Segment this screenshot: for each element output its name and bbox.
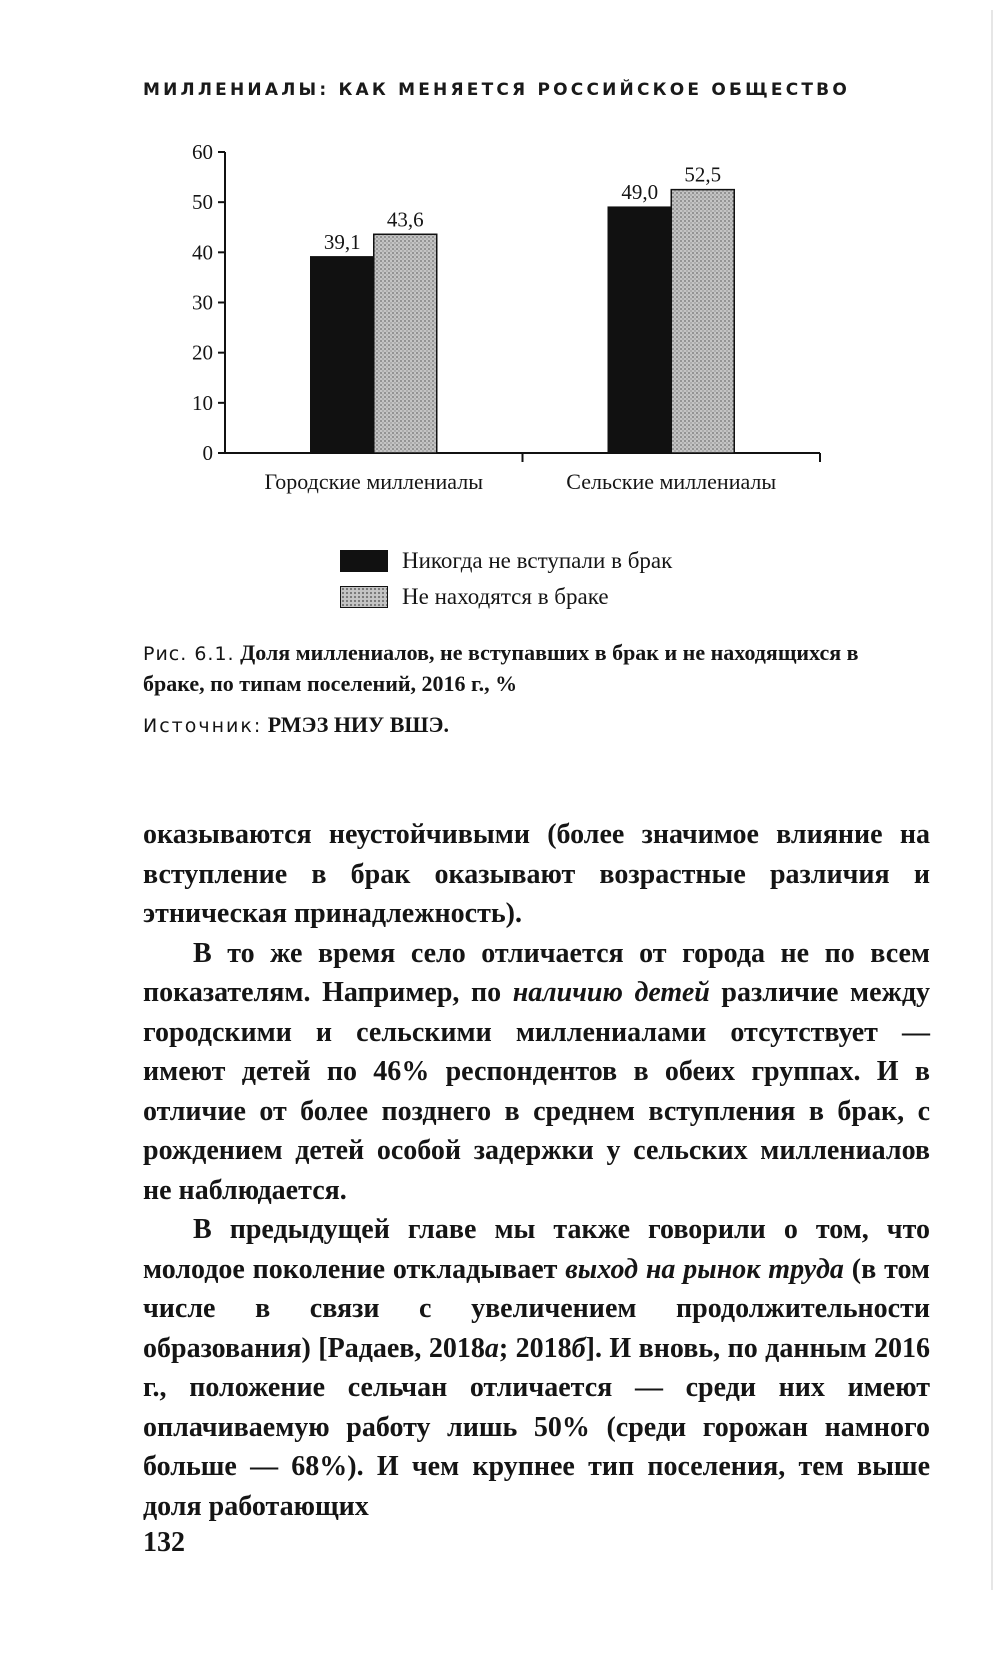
bar (671, 190, 734, 453)
body-text (143, 815, 930, 1526)
y-tick-label: 20 (192, 340, 213, 365)
text-run: В то же время село отличается от города не по всем показателям. Например, по (143, 937, 930, 1008)
figure-caption (143, 638, 923, 698)
bar-value-label: 39,1 (323, 229, 361, 254)
bar-value-label: 49,0 (621, 180, 659, 205)
text-run: В предыдущей главе мы также говорили о том, что молодое поколение откладывает (143, 1214, 930, 1285)
legend-swatch-dark (340, 550, 388, 572)
paragraph (143, 934, 930, 1211)
italic-term: наличию детей (512, 977, 710, 1008)
italic-term: выход на рынок труда (565, 1253, 844, 1285)
citation-letter: б (571, 1332, 586, 1364)
paragraph (143, 1210, 930, 1526)
paragraph: оказываются неустойчивыми (более значимое влияние на вступление в брак оказывают возрастные различия и этническая принадлежность). (143, 819, 930, 929)
y-tick-label: 40 (192, 240, 213, 265)
y-tick-label: 60 (192, 140, 213, 164)
citation-letter: а (484, 1332, 499, 1364)
bar (608, 207, 671, 453)
bar (374, 234, 437, 453)
chart-legend (340, 543, 760, 615)
figure-source (143, 712, 923, 738)
bar-chart (160, 140, 880, 540)
y-tick-label: 10 (192, 390, 213, 415)
bar-value-label: 43,6 (386, 207, 424, 232)
bar (311, 257, 374, 453)
text-run: (в том числе в связи с увеличением продолжительности образования) [Радаев, 2018 (143, 1253, 930, 1364)
x-category-label: Городские миллениалы (264, 469, 484, 494)
figure-caption-text: Доля миллениалов, не вступавших в брак и не находящихся в браке, по типам поселений, 2016 г., % (143, 640, 859, 696)
y-tick-label: 30 (192, 290, 213, 315)
source-label: Источник: (143, 715, 263, 737)
source-text: РМЭЗ НИУ ВШЭ. (262, 712, 449, 737)
legend-label: Не находятся в браке (402, 584, 609, 609)
legend-label: Никогда не вступали в брак (402, 548, 673, 573)
figure-label: Рис. 6.1. (143, 643, 235, 665)
page-number: 132 (143, 1527, 185, 1558)
legend-swatch-dotted (340, 586, 388, 608)
page-edge-line (991, 10, 993, 1590)
text-run: ; 2018 (498, 1332, 572, 1364)
text-run: ]. И вновь, по данным 2016 г., положение сельчан отличается — среди них имеют оплачиваемую работу лишь 50% (среди горожан намного больше — 68%). И чем крупнее тип поселения, тем выше доля работающих (143, 1332, 930, 1522)
legend-item (340, 579, 760, 615)
x-category-label: Сельские миллениалы (566, 469, 777, 494)
bar-value-label: 52,5 (684, 162, 722, 187)
legend-item (340, 543, 760, 579)
running-head: МИЛЛЕНИАЛЫ: КАК МЕНЯЕТСЯ РОССИЙСКОЕ ОБЩЕСТВО (143, 80, 850, 100)
y-tick-label: 50 (192, 190, 213, 215)
y-tick-label: 0 (202, 441, 213, 465)
text-run: различие между городскими и сельскими миллениалами отсутствует — имеют детей по 46% респондентов в обеих группах. И в отличие от более позднего в среднем вступления в брак, с рождением детей особой задержки у сельских миллениалов не наблюдается. (143, 977, 930, 1206)
